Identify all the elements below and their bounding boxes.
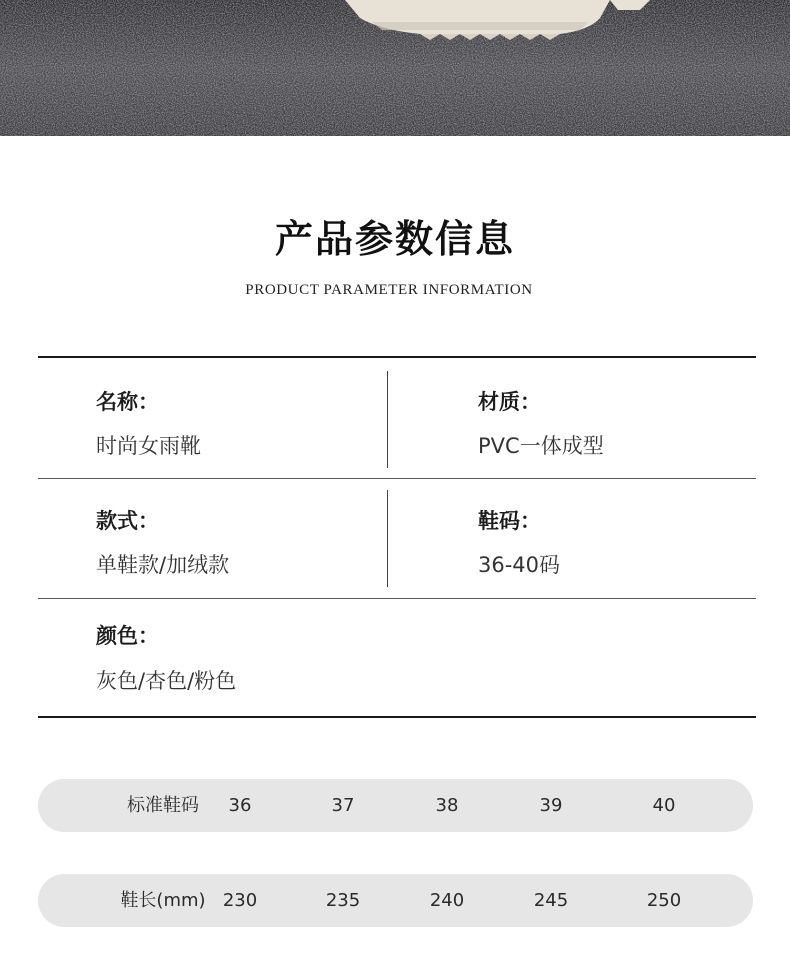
material-value: PVC一体成型	[478, 434, 604, 458]
size-cell: 40	[652, 795, 676, 816]
row-divider	[38, 478, 756, 479]
length-cell: 250	[646, 890, 682, 911]
name-label: 名称：	[96, 390, 159, 414]
column-divider	[387, 371, 388, 468]
material-label: 材质：	[478, 390, 541, 414]
style-label: 款式：	[96, 509, 159, 533]
style-value: 单鞋款/加绒款	[96, 553, 230, 577]
name-value: 时尚女雨靴	[96, 434, 201, 458]
column-divider	[387, 490, 388, 587]
length-cell: 245	[533, 890, 569, 911]
table-bottom-rule	[38, 716, 756, 718]
length-cell: 230	[222, 890, 258, 911]
size-cell: 36	[228, 795, 252, 816]
product-photo	[0, 0, 790, 136]
length-row-header: 鞋长(mm)	[120, 890, 206, 911]
color-value: 灰色/杏色/粉色	[96, 669, 237, 693]
rubber-ground-image	[0, 0, 790, 136]
size-label: 鞋码：	[478, 509, 541, 533]
size-row-header: 标准鞋码	[127, 795, 199, 816]
size-cell: 37	[331, 795, 355, 816]
size-chart-row	[38, 779, 753, 832]
size-cell: 38	[435, 795, 459, 816]
color-label: 颜色：	[96, 624, 159, 648]
length-cell: 240	[429, 890, 465, 911]
length-cell: 235	[325, 890, 361, 911]
length-chart-row	[38, 874, 753, 927]
page-title: 产品参数信息	[274, 217, 515, 261]
row-divider	[38, 598, 756, 599]
size-value: 36-40码	[478, 553, 561, 577]
size-cell: 39	[539, 795, 563, 816]
page-subtitle: PRODUCT PARAMETER INFORMATION	[245, 282, 533, 298]
table-top-rule	[38, 356, 756, 358]
